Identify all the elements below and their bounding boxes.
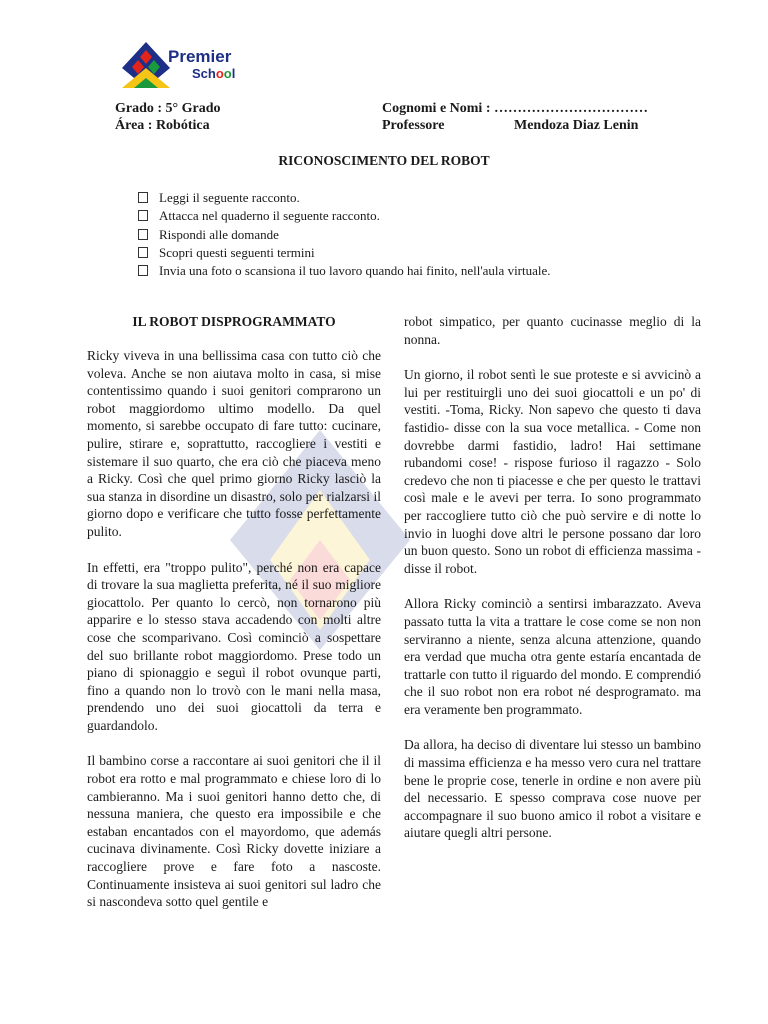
instructions-list (138, 189, 551, 280)
story-column-left (87, 347, 381, 911)
story-paragraph: Da allora, ha deciso di diventare lui stesso un bambino di massima efficienza e ha messo vero cura nel trattare bene le proprie cose, tenerle in ordine e non avere più del necessario. E spesso comprava cose nuove per accompagnare il suo buono amico il robot a visitare e aiutare quegli altri persone. (404, 737, 701, 841)
story-paragraph: Ricky viveva in una bellissima casa con tutto ciò che voleva. Anche se non aiutava molto in casa, si mise contentissimo quando i suoi genitori comprarono un robot maggiordomo ultimo modello. Da quel momento, si sarebbe occupato di fare tutto: cucinare, pulire, stirare e, soprattutto, raccogliere i vestiti e sistemare il suo quarto, che era ciò che piaceva meno a Ricky. Così che quel primo giorno Ricky lasciò la sua stanza in disordine un disastro, solo per rialzarsi il giorno dopo e verificare che tutto fosse perfettamente pulito. (87, 348, 381, 539)
professore-label: Professore (382, 118, 445, 133)
instruction-item: Scopri questi seguenti termini (138, 244, 551, 262)
checkbox-icon (138, 192, 148, 203)
story-column-right (404, 313, 701, 842)
story-paragraph: Allora Ricky cominciò a sentirsi imbarazzato. Aveva passato tutta la vita a trattare le cose come se non non serviranno a niente, senza alcuna attenzione, quando era verdad que mucha otra gente estaría encantada de trattarle con tutto il riguardo del mondo. E comprendió che il suo robot non era robot né desprogramato. ma era veramente ben programmato. (404, 596, 701, 717)
instruction-item: Attacca nel quaderno il seguente racconto. (138, 207, 551, 225)
story-paragraph: In effetti, era "troppo pulito", perché non era capace di trovare la sua maglietta preferita, né il suo migliore giocattolo. Per quanto lo cercò, non tornarono più apparire e lo stesso stava accadendo con molti altre cose che scomparivano. Così cominciò a sospettare del suo brillante robot maggiordomo. Prese todo un piano di spionaggio e seguì il robot ovunque parti, fino a quando non lo trovò con le mani nella masa, prendendo uno dei suoi giocattoli da terra e guardandolo. (87, 559, 381, 733)
checkbox-icon (138, 229, 148, 240)
checkbox-icon (138, 265, 148, 276)
grado-label: Grado : 5° Grado (115, 101, 221, 116)
cognomi-label: Cognomi e Nomi : …………………………… (382, 101, 648, 116)
school-logo (118, 40, 248, 92)
logo-school-text: School (192, 66, 236, 81)
area-label: Área : Robótica (115, 118, 210, 133)
logo-premier-text: Premier (168, 47, 232, 66)
story-paragraph: Il bambino corse a raccontare ai suoi genitori che il il robot era rotto e mal programmato e chiese loro di lo cambieranno. Ma i suoi genitori hanno detto che, di nessuna maniera, che questo era impossibile e che estaban encantados con el mayordomo, que además cucinava divinamente. Così Ricky dovette iniziare a raccogliere prove e fare foto a nascoste. Continuamente insisteva ai suoi genitori sul ladro che si nascondeva sotto quel gentile e (87, 753, 381, 910)
instruction-item: Invia una foto o scansiona il tuo lavoro quando hai finito, nell'aula virtuale. (138, 262, 551, 280)
page-title: RICONOSCIMENTO DEL ROBOT (278, 153, 490, 168)
checkbox-icon (138, 247, 148, 258)
story-paragraph: robot simpatico, per quanto cucinasse meglio di la nonna. (404, 314, 701, 347)
story-paragraph: Un giorno, il robot sentì le sue proteste e si avvicinò a lui per restituirgli uno dei suoi giocattoli e un po' di vestiti. -Toma, Ricky. Non sapevo che questo ti dava fastidio- disse con la sua voce metallica. - Come non dovrebbe darmi fastidio, ladro! Hai settimane rubandomi cose! - rispose furioso il ragazzo - Solo credevo che non ti piacesse e che per questo le trattavi così male e le avevi per terra. Io sono programmato per raccogliere tutto ciò che può servire e di notte lo invio in luoghi dove altri le persone possano dar loro un buon questo. Sono un robot di efficienza massima - disse il robot. (404, 367, 701, 576)
instruction-item: Rispondi alle domande (138, 226, 551, 244)
professore-name: Mendoza Diaz Lenin (514, 118, 639, 133)
instruction-item: Leggi il seguente racconto. (138, 189, 551, 207)
checkbox-icon (138, 210, 148, 221)
story-title: IL ROBOT DISPROGRAMMATO (132, 314, 336, 329)
